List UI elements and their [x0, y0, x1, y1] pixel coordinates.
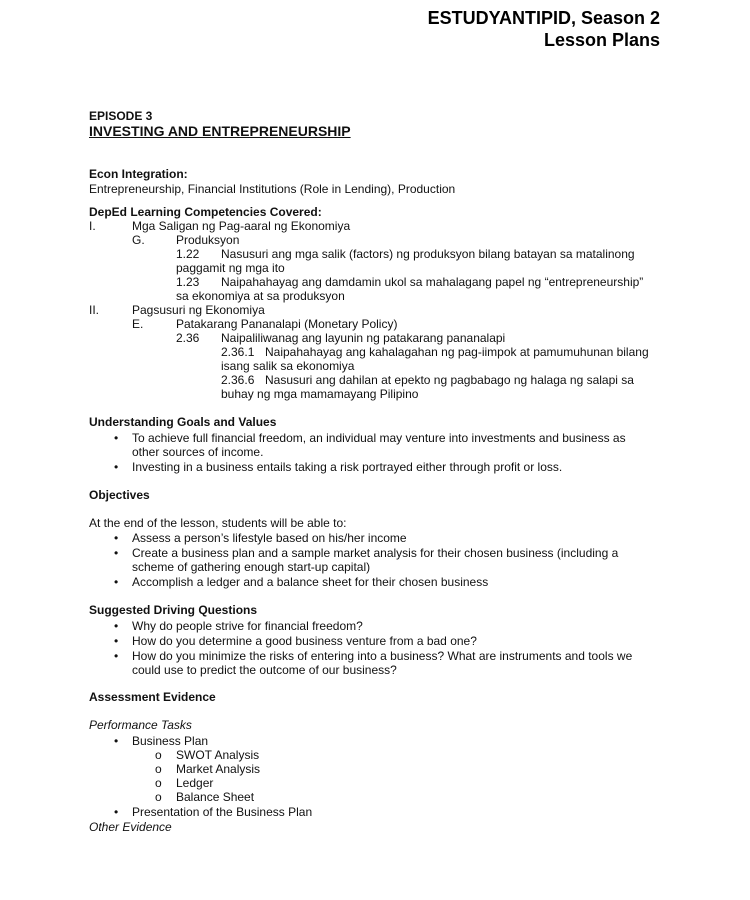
- objective-item-2: Create a business plan and a sample market analysis for their chosen business (including a: [132, 546, 619, 560]
- episode-label: EPISODE 3: [89, 109, 153, 123]
- circle-bullet-icon: o: [155, 762, 162, 776]
- bullet-icon: •: [114, 649, 119, 663]
- competency-122-text-cont: paggamit ng mga ito: [176, 261, 285, 275]
- competency-2366-text-cont: buhay ng mga mamamayang Pilipino: [221, 387, 419, 401]
- competency-2361-text: Naipahahayag ang kahalagahan ng pag-iimpok at pamumuhunan bilang: [265, 345, 649, 359]
- questions-heading: Suggested Driving Questions: [89, 603, 258, 617]
- letter-e: E.: [132, 317, 144, 331]
- objectives-heading: Objectives: [89, 488, 150, 502]
- competency-e-text: Patakarang Pananalapi (Monetary Policy): [176, 317, 398, 331]
- bullet-icon: •: [114, 619, 119, 633]
- objectives-intro: At the end of the lesson, students will be able to:: [89, 516, 347, 530]
- econ-heading: Econ Integration:: [89, 167, 188, 181]
- episode-title: INVESTING AND ENTREPRENEURSHIP: [89, 123, 351, 139]
- bullet-icon: •: [114, 431, 119, 445]
- objective-item-1: Assess a person’s lifestyle based on his/her income: [132, 531, 407, 545]
- other-evidence-label: Other Evidence: [89, 820, 172, 834]
- circle-bullet-icon: o: [155, 776, 162, 790]
- competency-2366-num: 2.36.6: [221, 373, 255, 387]
- objective-item-3: Accomplish a ledger and a balance sheet for their chosen business: [132, 575, 489, 589]
- bullet-icon: •: [114, 734, 119, 748]
- goals-heading: Understanding Goals and Values: [89, 415, 277, 429]
- task-business-plan: Business Plan: [132, 734, 209, 748]
- subtask-balance-sheet: Balance Sheet: [176, 790, 255, 804]
- competencies-heading: DepEd Learning Competencies Covered:: [89, 205, 322, 219]
- subtask-swot: SWOT Analysis: [176, 748, 260, 762]
- assessment-heading: Assessment Evidence: [89, 690, 216, 704]
- bullet-icon: •: [114, 575, 119, 589]
- bullet-icon: •: [114, 460, 119, 474]
- competency-g-text: Produksyon: [176, 233, 240, 247]
- bullet-icon: •: [114, 805, 119, 819]
- question-item-1: Why do people strive for financial freedom?: [132, 619, 363, 633]
- subtask-market: Market Analysis: [176, 762, 261, 776]
- competency-2361-num: 2.36.1: [221, 345, 255, 359]
- roman-one: I.: [89, 219, 96, 233]
- goal-item-2: Investing in a business entails taking a risk portrayed either through profit or loss.: [132, 460, 563, 474]
- competency-2361-text-cont: isang salik sa ekonomiya: [221, 359, 355, 373]
- competency-123-text: Naipahahayag ang damdamin ukol sa mahalagang papel ng “entrepreneurship”: [221, 275, 644, 289]
- circle-bullet-icon: o: [155, 790, 162, 804]
- competency-123-text-cont: sa ekonomiya at sa produksyon: [176, 289, 345, 303]
- econ-text: Entrepreneurship, Financial Institutions (Role in Lending), Production: [89, 182, 456, 196]
- letter-g: G.: [132, 233, 145, 247]
- competency-236-text: Naipaliliwanag ang layunin ng patakarang pananalapi: [221, 331, 506, 345]
- subtask-ledger: Ledger: [176, 776, 214, 790]
- competency-i-text: Mga Saligan ng Pag-aaral ng Ekonomiya: [132, 219, 351, 233]
- competency-236-num: 2.36: [176, 331, 200, 345]
- competency-123-num: 1.23: [176, 275, 200, 289]
- goal-item-1-cont: other sources of income.: [132, 445, 264, 459]
- bullet-icon: •: [114, 634, 119, 648]
- circle-bullet-icon: o: [155, 748, 162, 762]
- bullet-icon: •: [114, 546, 119, 560]
- doc-header-series: ESTUDYANTIPID, Season 2: [427, 8, 660, 28]
- question-item-2: How do you determine a good business venture from a bad one?: [132, 634, 477, 648]
- goal-item-1: To achieve full financial freedom, an individual may venture into investments and business as: [132, 431, 626, 445]
- doc-header-subtitle: Lesson Plans: [543, 30, 660, 50]
- task-presentation: Presentation of the Business Plan: [132, 805, 313, 819]
- roman-two: II.: [89, 303, 100, 317]
- competency-122-num: 1.22: [176, 247, 200, 261]
- competency-2366-text: Nasusuri ang dahilan at epekto ng pagbabago ng halaga ng salapi sa: [265, 373, 634, 387]
- competency-ii-text: Pagsusuri ng Ekonomiya: [132, 303, 265, 317]
- question-item-3: How do you minimize the risks of entering into a business? What are instruments and tools we: [132, 649, 633, 663]
- question-item-3-cont: could use to predict the outcome of our business?: [132, 663, 397, 677]
- objective-item-2-cont: scheme of gathering enough start-up capital): [132, 560, 371, 574]
- competency-122-text: Nasusuri ang mga salik (factors) ng produksyon bilang batayan sa matalinong: [221, 247, 635, 261]
- performance-tasks-label: Performance Tasks: [89, 718, 192, 732]
- bullet-icon: •: [114, 531, 119, 545]
